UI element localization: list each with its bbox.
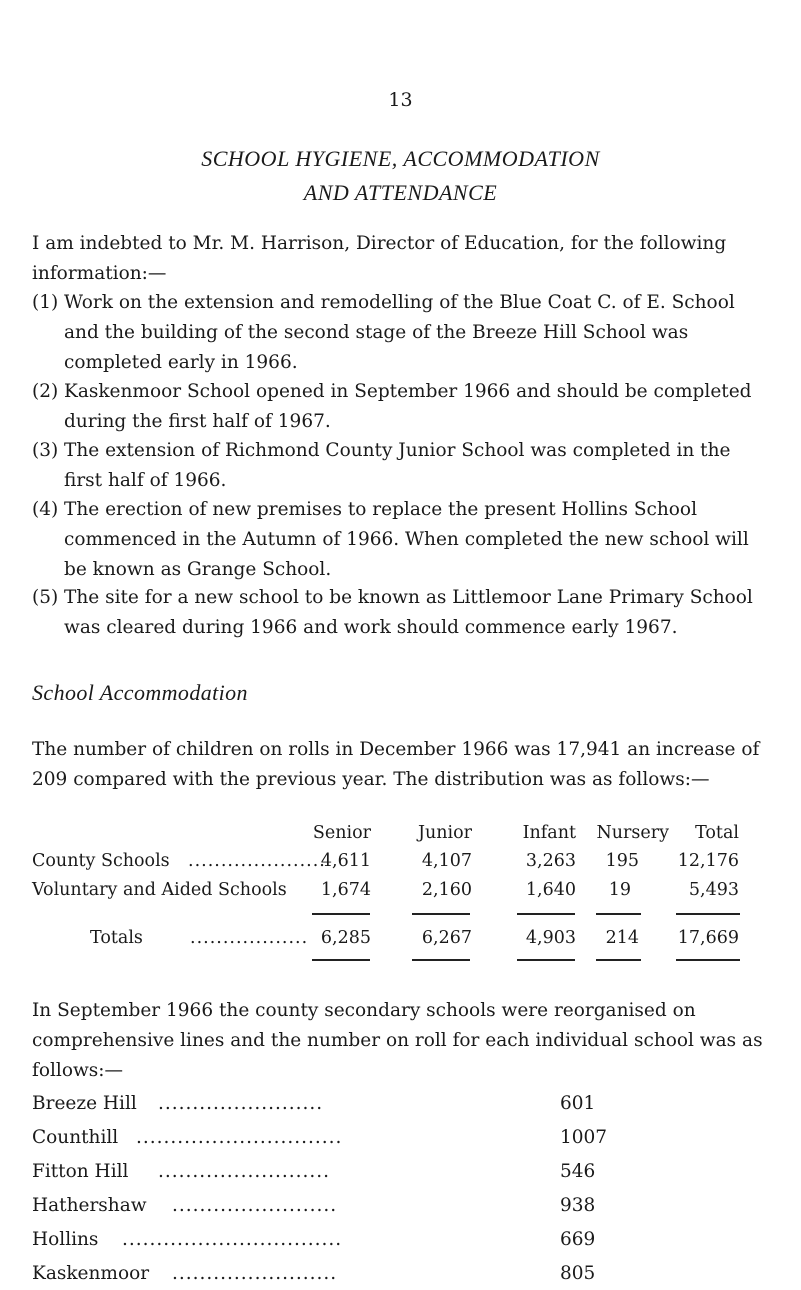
list-item [32, 436, 772, 496]
table-rule [676, 959, 740, 961]
table-cell: 19 [608, 880, 631, 900]
row-label: Totals [90, 928, 143, 948]
leader-dots: ......................... [158, 1161, 331, 1182]
leader-dots: ........................ [172, 1195, 338, 1216]
table-cell: 4,107 [421, 851, 472, 871]
table-rule [517, 959, 575, 961]
school-roll: 546 [560, 1161, 596, 1182]
page-title-line-2: AND ATTENDANCE [303, 180, 498, 205]
school-name: Hollins [32, 1229, 99, 1250]
section-heading: School Accommodation [32, 680, 248, 705]
table-rule [596, 959, 641, 961]
row-label: County Schools [32, 851, 170, 871]
table-rule [412, 959, 470, 961]
table-totals-row [0, 928, 801, 950]
table-cell: 6,267 [421, 928, 472, 948]
table-rule [312, 913, 370, 915]
table-cell: 2,160 [421, 880, 472, 900]
leader-dots: ................................ [122, 1229, 343, 1250]
page-title-line-1: SCHOOL HYGIENE, ACCOMMODATION [201, 146, 600, 171]
table-cell: 3,263 [525, 851, 576, 871]
table-rule [412, 913, 470, 915]
column-header: Total [695, 823, 739, 843]
table-cell: 214 [605, 928, 639, 948]
item-number: (1) [32, 292, 59, 313]
table-rule [517, 913, 575, 915]
item-number: (2) [32, 381, 59, 402]
table-cell: 4,903 [525, 928, 576, 948]
leader-dots: ........................ [172, 1263, 338, 1284]
intro-paragraph: I am indebted to Mr. M. Harrison, Director of Education, for the following information:— [32, 233, 727, 284]
table-cell: 5,493 [688, 880, 739, 900]
column-header: Infant [522, 823, 576, 843]
school-name: Hathershaw [32, 1195, 147, 1216]
reorganisation-paragraph: In September 1966 the county secondary schools were reorganised on comprehensive lines and the number on roll for each individual school was as follows:— [32, 1000, 763, 1081]
leader-dots: ........................ [158, 1093, 324, 1114]
section-paragraph: The number of children on rolls in December 1966 was 17,941 an increase of 209 compared with the previous year. The distribution was as follows:— [32, 739, 760, 790]
school-name: Kaskenmoor [32, 1263, 150, 1284]
list-item [32, 583, 772, 643]
table-cell: 12,176 [677, 851, 739, 871]
table-row [0, 851, 801, 873]
school-name: Fitton Hill [32, 1161, 129, 1182]
column-header: Nursery [596, 823, 669, 843]
column-header: Junior [417, 823, 472, 843]
school-roll: 805 [560, 1263, 596, 1284]
list-item [32, 377, 772, 437]
page-number: 13 [388, 89, 413, 111]
school-roll: 669 [560, 1229, 596, 1250]
table-rule [676, 913, 740, 915]
item-number: (4) [32, 499, 59, 520]
table-cell: 17,669 [677, 928, 739, 948]
table-cell: 6,285 [320, 928, 371, 948]
table-cell: 1,640 [525, 880, 576, 900]
table-rule [312, 959, 370, 961]
item-text: Kaskenmoor School opened in September 1966 and should be completed during the first half of 1967. [64, 381, 752, 432]
column-header: Senior [312, 823, 371, 843]
table-row [0, 880, 801, 902]
table-header-row [0, 823, 801, 843]
table-rule [596, 913, 641, 915]
table-cell: 195 [605, 851, 639, 871]
item-number: (3) [32, 440, 59, 461]
item-text: Work on the extension and remodelling of the Blue Coat C. of E. School and the building of the second stage of the Breeze Hill School was completed early in 1966. [64, 292, 735, 373]
item-text: The site for a new school to be known as Littlemoor Lane Primary School was cleared during 1966 and work should commence early 1967. [64, 587, 753, 638]
row-label: Voluntary and Aided Schools [32, 880, 287, 900]
item-number: (5) [32, 587, 59, 608]
item-text: The erection of new premises to replace the present Hollins School commenced in the Autumn of 1966. When completed the new school will be known as Grange School. [64, 499, 749, 580]
leader-dots: .............................. [136, 1127, 343, 1148]
school-roll: 601 [560, 1093, 596, 1114]
item-text: The extension of Richmond County Junior School was completed in the first half of 1966. [64, 440, 731, 491]
table-cell: 4,611 [320, 851, 371, 871]
leader-dots: ..................... [188, 851, 326, 871]
table-cell: 1,674 [320, 880, 371, 900]
list-item [32, 288, 772, 378]
school-roll: 938 [560, 1195, 596, 1216]
list-item [32, 495, 772, 585]
school-name: Counthill [32, 1127, 119, 1148]
school-name: Breeze Hill [32, 1093, 137, 1114]
school-roll: 1007 [560, 1127, 608, 1148]
leader-dots: .................. [190, 928, 309, 948]
